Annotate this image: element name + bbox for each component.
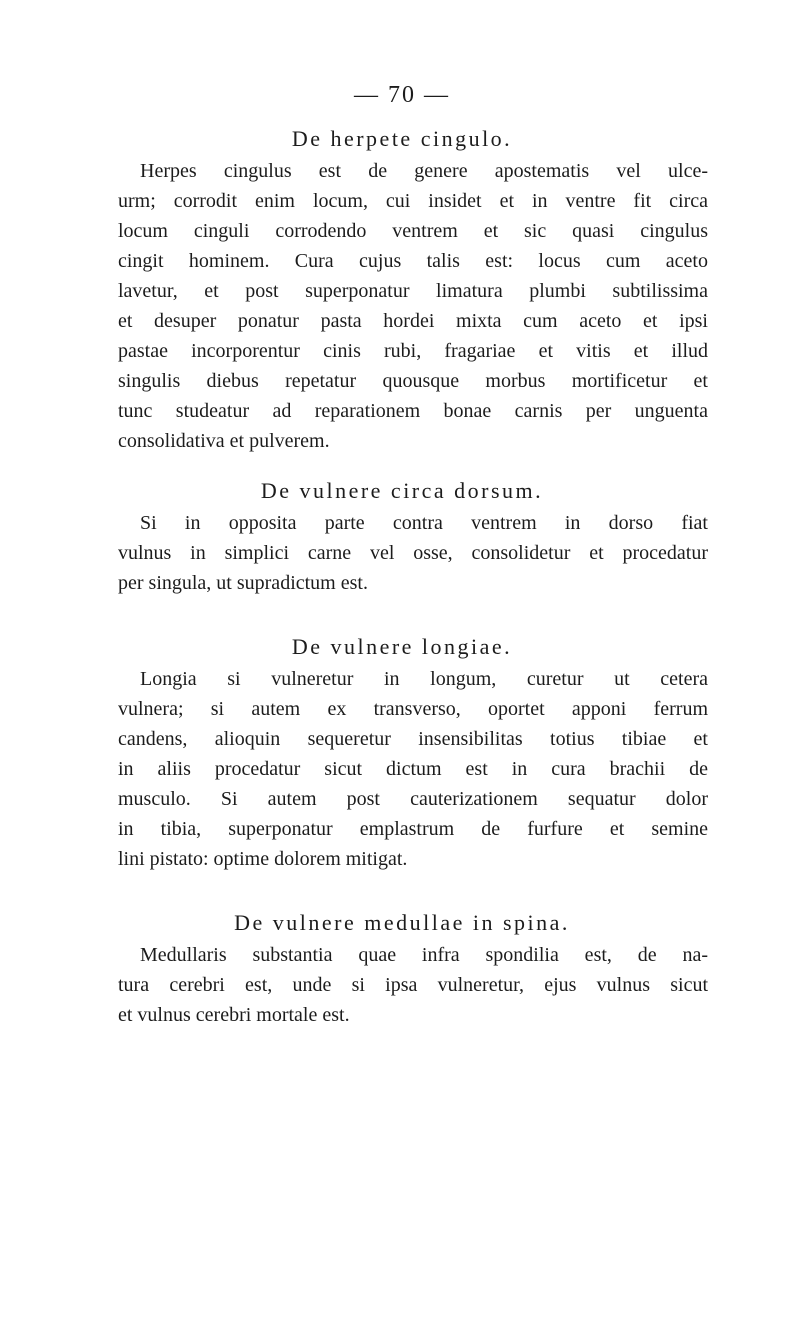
section-paragraph (96, 156, 708, 456)
section-paragraph (96, 940, 708, 1030)
text-line: vulnera; si autem ex transverso, oportet apponi ferrum (118, 698, 708, 720)
text-line: lavetur, et post superponatur limatura plumbi subtilissima (118, 280, 708, 302)
text-line: tunc studeatur ad reparationem bonae carnis per unguenta (118, 400, 708, 422)
page-number: — 70 — (354, 82, 450, 108)
text-line: consolidativa et pulverem. (118, 430, 330, 452)
section-heading: De herpete cingulo. (291, 126, 513, 151)
text-line: vulnus in simplici carne vel osse, consolidetur et procedatur (118, 542, 708, 564)
section-vulnus-longiae (96, 632, 708, 874)
text-line: et vulnus cerebri mortale est. (118, 1004, 350, 1026)
section-paragraph (96, 664, 708, 874)
text-line: Herpes cingulus est de genere apostematis vel ulce- (140, 160, 708, 182)
text-line: locum cinguli corrodendo ventrem et sic quasi cingulus (118, 220, 708, 242)
section-heading: De vulnere medullae in spina. (234, 910, 570, 935)
page-body (96, 80, 708, 1030)
text-line: lini pistato: optime dolorem mitigat. (118, 848, 408, 870)
text-line: tura cerebri est, unde si ipsa vulneretur, ejus vulnus sicut (118, 974, 708, 996)
section-heading: De vulnere circa dorsum. (260, 478, 544, 503)
section-heading: De vulnere longiae. (291, 634, 513, 659)
text-line: in aliis procedatur sicut dictum est in cura brachii de (118, 758, 708, 780)
text-line: Si in opposita parte contra ventrem in dorso fiat (140, 512, 708, 534)
text-line: Longia si vulneretur in longum, curetur ut cetera (140, 668, 708, 690)
text-line: candens, alioquin sequeretur insensibilitas totius tibiae et (118, 728, 708, 750)
section-paragraph (96, 508, 708, 598)
text-line: per singula, ut supradictum est. (118, 572, 368, 594)
text-line: Medullaris substantia quae infra spondilia est, de na- (140, 944, 708, 966)
text-line: urm; corrodit enim locum, cui insidet et in ventre fit circa (118, 190, 708, 212)
text-line: musculo. Si autem post cauterizationem sequatur dolor (118, 788, 708, 810)
text-line: et desuper ponatur pasta hordei mixta cum aceto et ipsi (118, 310, 708, 332)
text-line: singulis diebus repetatur quousque morbus mortificetur et (118, 370, 708, 392)
text-line: in tibia, superponatur emplastrum de furfure et semine (118, 818, 708, 840)
section-herpes-cingulus (96, 124, 708, 456)
section-vulnus-dorsum (96, 476, 708, 598)
text-line: cingit hominem. Cura cujus talis est: locus cum aceto (118, 250, 708, 272)
section-vulnus-medullae (96, 908, 708, 1030)
text-line: pastae incorporentur cinis rubi, fragariae et vitis et illud (118, 340, 708, 362)
